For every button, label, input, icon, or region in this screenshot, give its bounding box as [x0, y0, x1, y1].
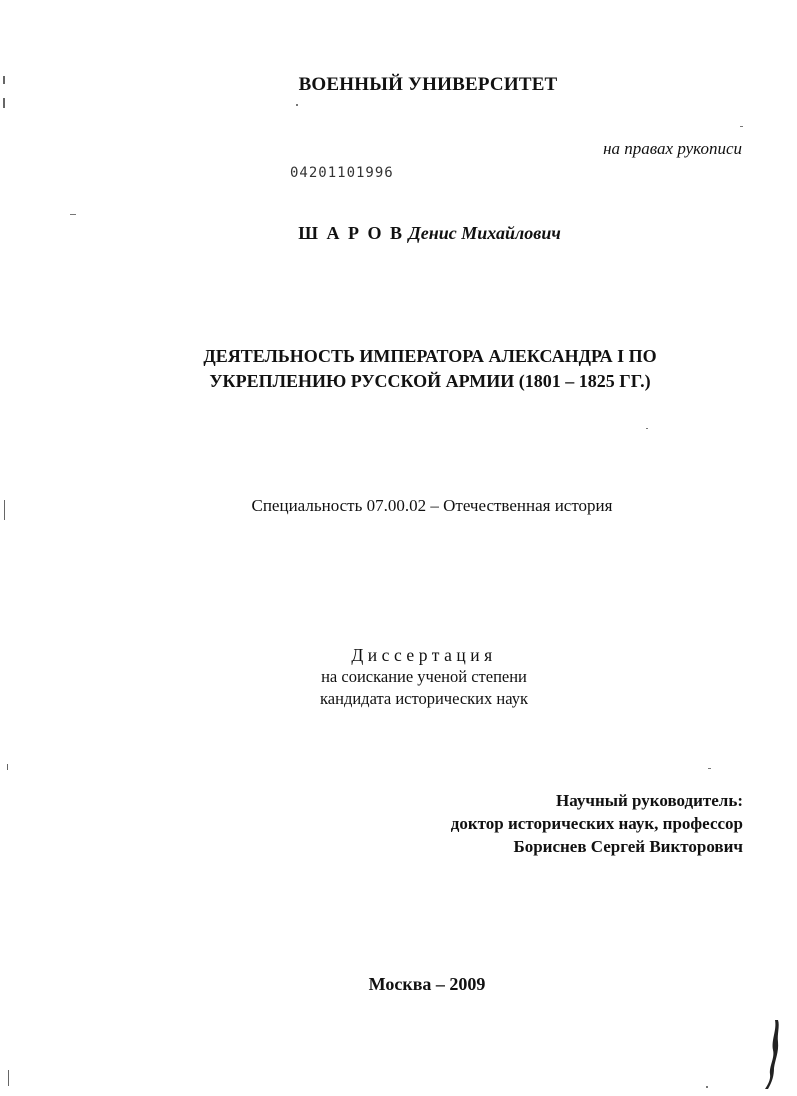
- author-name: [0, 223, 797, 244]
- supervisor-degree: доктор исторических наук, профессор: [450, 814, 743, 833]
- specialty-line: Специальность 07.00.02 – Отечественная история: [251, 496, 613, 515]
- dissertation-title: [150, 344, 710, 394]
- catalog-number: 04201101996: [290, 165, 394, 181]
- scan-speck-4: [646, 428, 648, 429]
- supervisor-heading: Научный руководитель:: [556, 791, 743, 810]
- author-given-names: Денис Михайлович: [408, 223, 561, 243]
- dissertation-word: Диссертация: [351, 645, 497, 665]
- university-name: ВОЕННЫЙ УНИВЕРСИТЕТ: [298, 74, 558, 95]
- scan-speck-3: [740, 126, 743, 127]
- scan-edge-mark-2: [3, 98, 5, 108]
- scan-edge-mark-1: [3, 76, 5, 84]
- author-surname: Ш А Р О В: [298, 223, 404, 243]
- scan-edge-mark-4: [7, 764, 8, 770]
- scan-speck-1: [70, 214, 76, 215]
- supervisor-name: Бориснев Сергей Викторович: [513, 837, 743, 856]
- scan-speck-6: [706, 1086, 708, 1088]
- title-line-1: ДЕЯТЕЛЬНОСТЬ ИМПЕРАТОРА АЛЕКСАНДРА I ПО: [203, 346, 657, 366]
- scan-edge-mark-5: [8, 1070, 9, 1086]
- title-line-2: УКРЕПЛЕНИЮ РУССКОЙ АРМИИ (1801 – 1825 ГГ.): [209, 371, 651, 391]
- manuscript-note: на правах рукописи: [603, 139, 742, 158]
- dissertation-field-line: кандидата исторических наук: [320, 689, 528, 708]
- scan-speck-2: [296, 104, 298, 106]
- handwritten-mark-icon: [761, 1018, 783, 1090]
- dissertation-designation: [0, 644, 797, 710]
- dissertation-degree-line: на соискание ученой степени: [321, 667, 527, 686]
- supervisor-block: [451, 789, 743, 858]
- scan-speck-5: [708, 768, 711, 769]
- city-year: Москва – 2009: [368, 974, 486, 994]
- scan-edge-mark-3: [4, 500, 5, 520]
